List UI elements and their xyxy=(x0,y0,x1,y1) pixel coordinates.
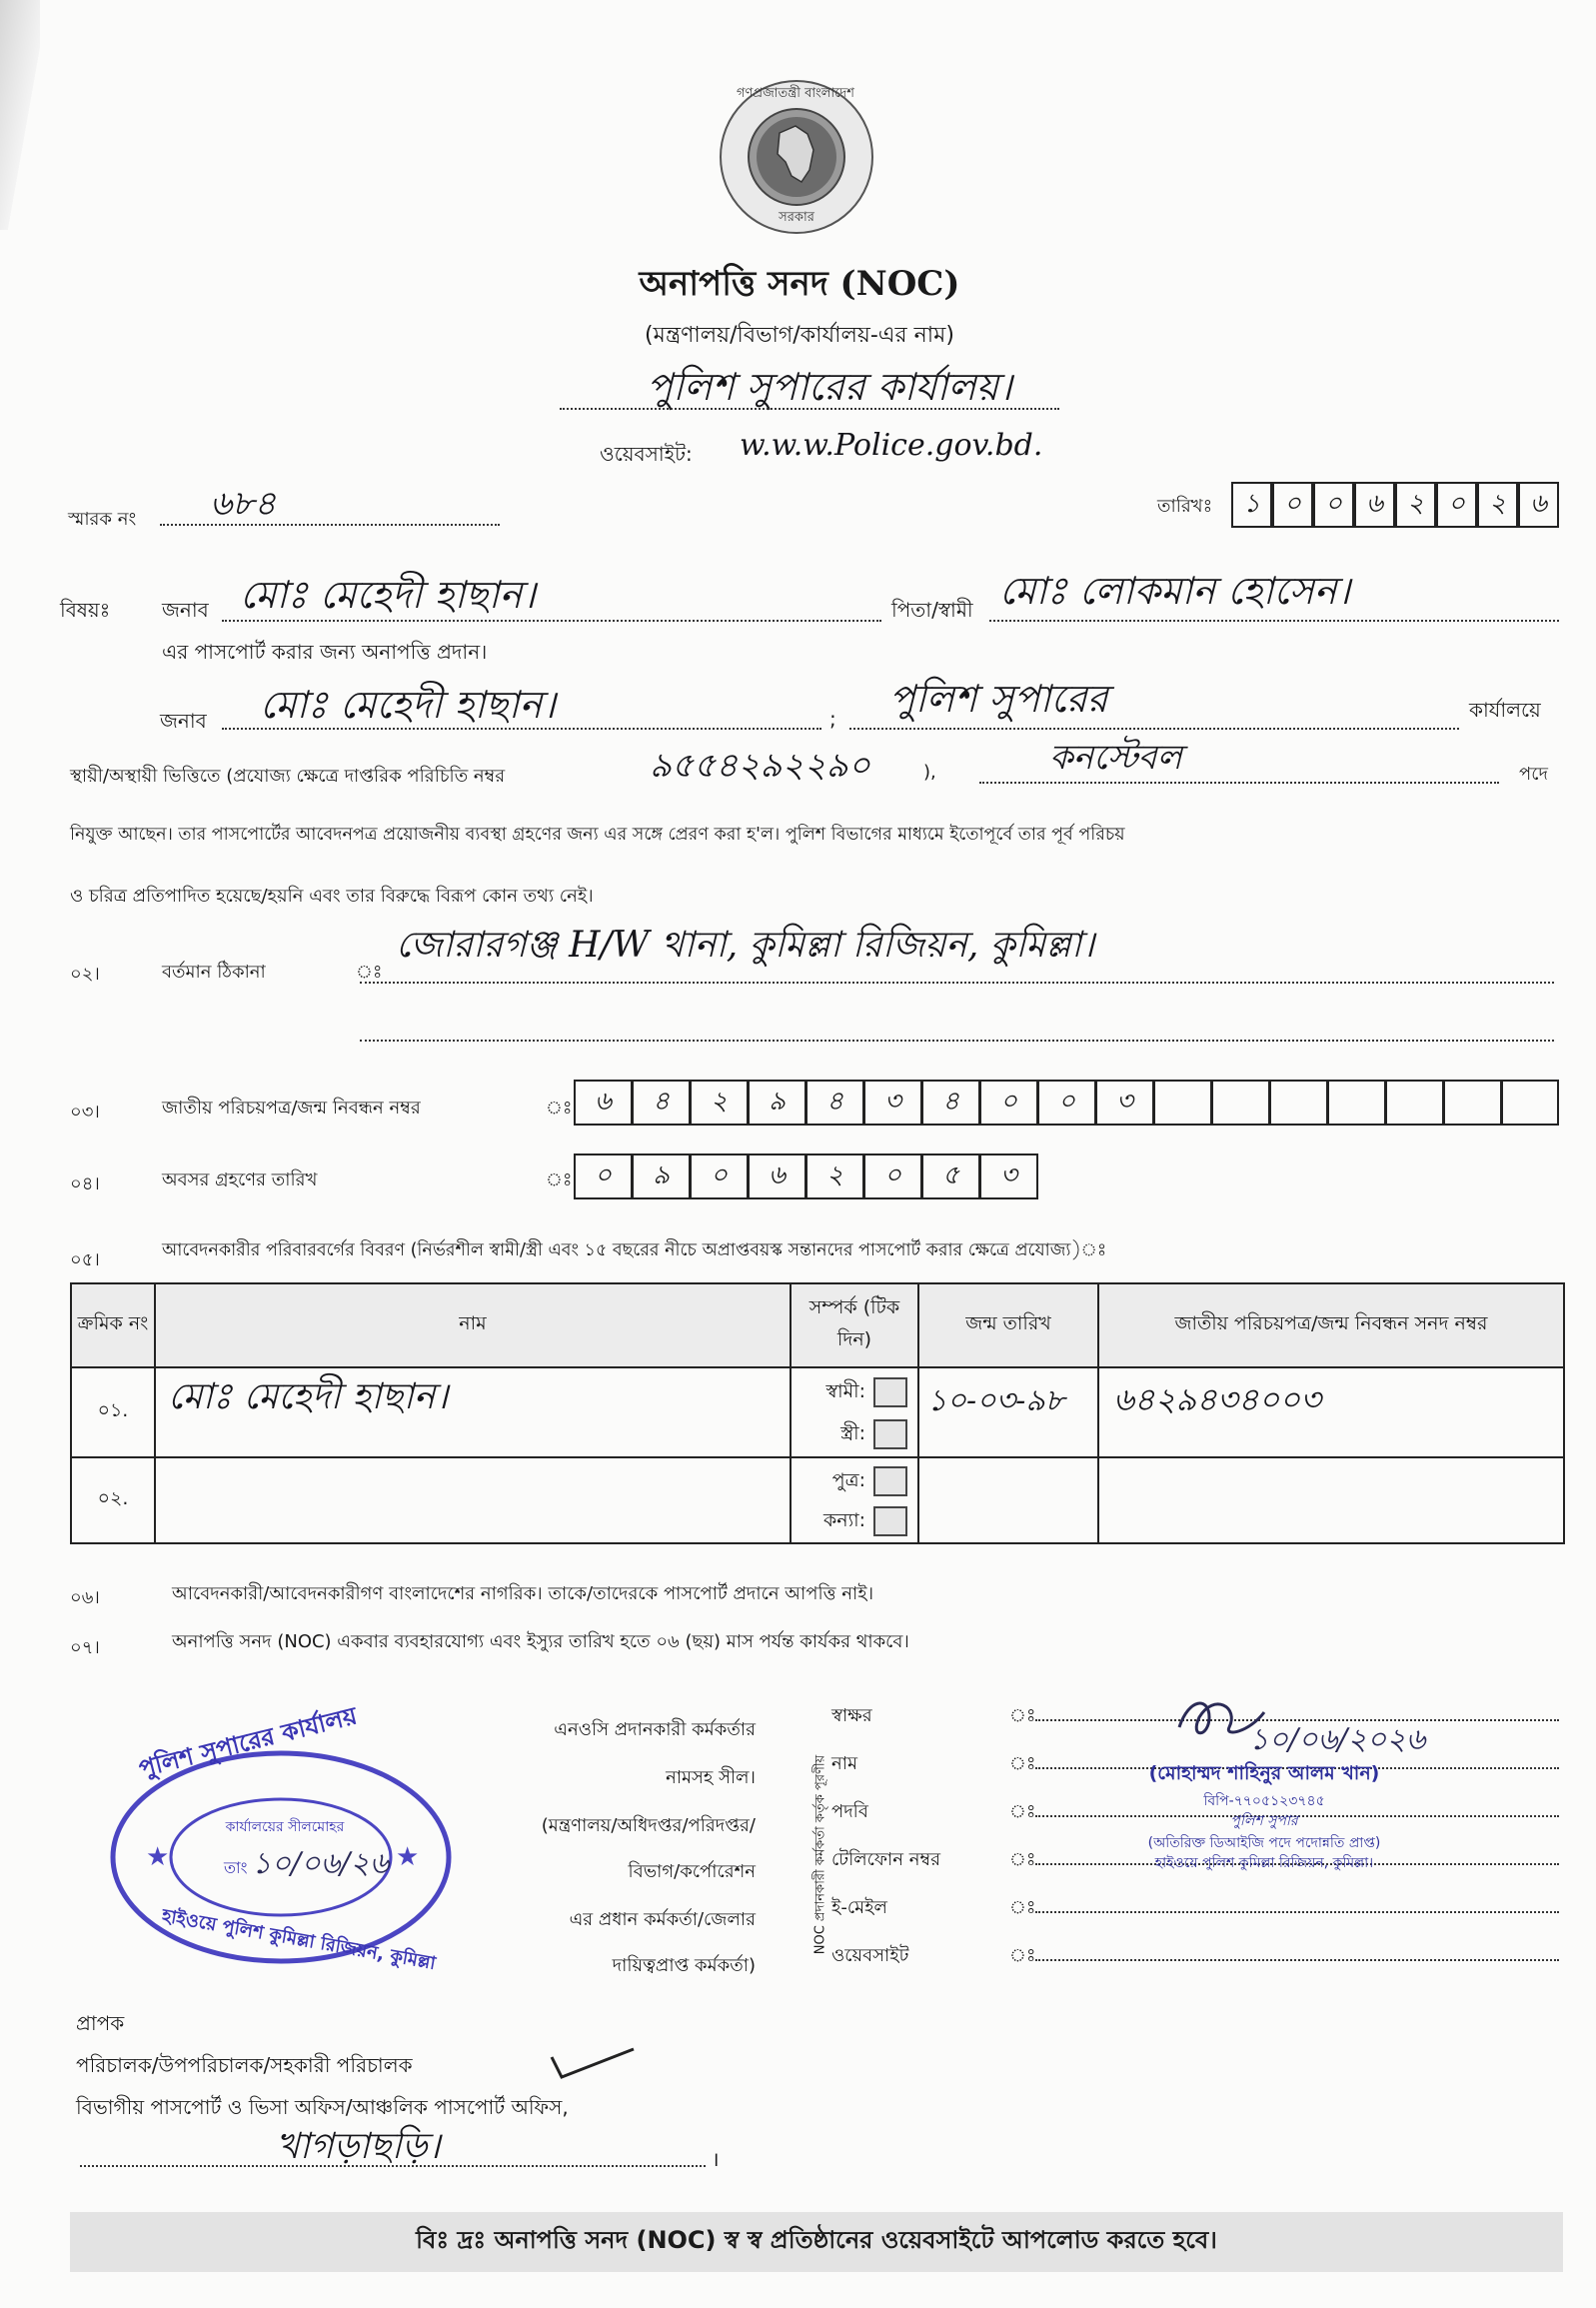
seal-bottom-text: হাইওয়ে পুলিশ কুমিল্লা রিজিয়ন, কুমিল্লা xyxy=(160,1905,438,1975)
subject-janab: জনাব xyxy=(162,598,209,622)
retire-digit: ০ xyxy=(863,1154,922,1199)
item04-number: ০৪। xyxy=(70,1173,100,1194)
date-boxes xyxy=(1231,482,1559,528)
recipient-line1: পরিচালক/উপপরিচালক/সহকারী পরিচালক xyxy=(76,2053,413,2077)
header-relation: সম্পর্ক (টিক দিন) xyxy=(791,1283,918,1367)
date-label: তারিখঃ xyxy=(1157,496,1213,517)
item03-colon: ঃ xyxy=(546,1098,573,1119)
item02-number: ০২। xyxy=(70,964,100,985)
stamp-title: পুলিশ সুপার xyxy=(1230,1813,1298,1829)
item06-number: ০৬। xyxy=(70,1587,100,1608)
recipient-end: । xyxy=(712,2147,720,2171)
nid-digit: ০ xyxy=(1037,1080,1096,1126)
footer-note xyxy=(70,2212,1563,2272)
field-colon: ঃ xyxy=(1009,1705,1036,1726)
field-colon: ঃ xyxy=(1009,1897,1036,1918)
table-row xyxy=(71,1457,1564,1543)
folded-corner xyxy=(0,0,40,230)
seal-date-label: তাং xyxy=(224,1858,248,1877)
relation-label-1: স্বামী: xyxy=(825,1380,865,1402)
relation-label-3: পুত্র: xyxy=(831,1469,865,1491)
relation-label-4: কন্যা: xyxy=(822,1509,865,1531)
row-nid: ৬৪২৯৪৩৪০০৩ xyxy=(1098,1367,1564,1457)
body-name: মোঃ মেহেদী হাছান। xyxy=(260,683,556,727)
item02-colon: ঃ xyxy=(356,962,383,983)
date-digit: ২ xyxy=(1395,482,1436,528)
memo-value: ৬৮৪ xyxy=(210,484,277,524)
retire-digit: ৬ xyxy=(748,1154,806,1199)
nid-digit xyxy=(1211,1080,1270,1126)
item06-text: আবেদনকারী/আবেদনকারীগণ বাংলাদেশের নাগরিক। তাকে/তাদেরকে পাসপোর্ট প্রদানে আপত্তি নাই। xyxy=(172,1583,874,1604)
noc-vertical-label: NOC প্রদানকারী কর্মকর্তা কর্তৃক পূরণীয় xyxy=(812,1754,828,1955)
retire-digit: ৫ xyxy=(921,1154,980,1199)
header-name: নাম xyxy=(155,1283,791,1367)
family-table xyxy=(70,1282,1565,1544)
recipient-tick xyxy=(548,2043,638,2083)
item05-label: আবেদনকারীর পরিবারবর্গের বিবরণ (নির্ভরশীল স্বামী/স্ত্রী এবং ১৫ বছরের নীচে অপ্রাপ্তবয়স্ক সন্তানদের পাসপোর্ট করার ক্ষেত্রে প্রযোজ্য)ঃ xyxy=(162,1240,1107,1260)
stamp-name: (মোহাম্মদ শাহিনুর আলম খান) xyxy=(1148,1762,1380,1784)
website-value: w.w.w.Police.gov.bd. xyxy=(740,428,1043,463)
header-nid: জাতীয় পরিচয়পত্র/জন্ম নিবন্ধন সনদ নম্বর xyxy=(1098,1283,1564,1367)
item02-line2 xyxy=(360,1040,1554,1042)
recipient-place: খাগড়াছড়ি। xyxy=(276,2126,441,2167)
item07-text: অনাপত্তি সনদ (NOC) একবার ব্যবহারযোগ্য এবং ইস্যুর তারিখ হতে ০৬ (ছয়) মাস পর্যন্ত কার্যকর থাকবে। xyxy=(172,1631,909,1652)
retire-boxes xyxy=(574,1154,1053,1199)
relation-checkbox-4[interactable] xyxy=(873,1506,907,1536)
ministry-line xyxy=(560,408,1059,410)
nid-digit: ৯ xyxy=(748,1080,806,1126)
row-dob xyxy=(918,1457,1098,1543)
item02-label: বর্তমান ঠিকানা xyxy=(162,962,266,983)
signatory-line-5: এর প্রধান কর্মকর্তা/জেলার xyxy=(569,1909,756,1930)
relation-label-2: স্ত্রী: xyxy=(840,1422,865,1444)
subject-label: বিষয়ঃ xyxy=(60,598,111,622)
signatory-line-1: এনওসি প্রদানকারী কর্মকর্তার xyxy=(554,1719,756,1740)
field-colon: ঃ xyxy=(1009,1801,1036,1822)
nid-digit xyxy=(1501,1080,1559,1126)
table-row xyxy=(71,1367,1564,1457)
field-colon: ঃ xyxy=(1009,1945,1036,1966)
emblem-top-text: গণপ্রজাতন্ত্রী বাংলাদেশ xyxy=(737,86,854,101)
signatory-line-4: বিভাগ/কর্পোরেশন xyxy=(628,1861,756,1882)
date-digit: ০ xyxy=(1272,482,1313,528)
retire-digit: ০ xyxy=(574,1154,633,1199)
field-phone-label: টেলিফোন নম্বর xyxy=(831,1849,940,1870)
retire-digit: ০ xyxy=(690,1154,749,1199)
nid-digit: ৪ xyxy=(805,1080,864,1126)
retire-digit: ৩ xyxy=(979,1154,1038,1199)
relation-checkbox-1[interactable] xyxy=(873,1377,907,1407)
signature-date: ১০/০৬/২০২৬ xyxy=(1249,1722,1426,1757)
date-digit: ৬ xyxy=(1518,482,1559,528)
row-relation xyxy=(791,1367,918,1457)
row-dob: ১০-০৩-৯৮ xyxy=(918,1367,1098,1457)
nid-digit: ৪ xyxy=(921,1080,980,1126)
item03-label: জাতীয় পরিচয়পত্র/জন্ম নিবন্ধন নম্বর xyxy=(162,1098,421,1119)
body-line2-suffix: পদে xyxy=(1519,764,1548,785)
row-name xyxy=(155,1457,791,1543)
field-website-label: ওয়েবসাইট xyxy=(831,1945,909,1966)
relation-checkbox-3[interactable] xyxy=(873,1466,907,1496)
body-line2-mid: ), xyxy=(923,762,936,783)
header-serial: ক্রমিক নং xyxy=(71,1283,155,1367)
body-office-suffix: কার্যালয়ে xyxy=(1469,698,1541,722)
item05-number: ০৫। xyxy=(70,1249,100,1270)
emblem-bottom-text: সরকার xyxy=(779,210,814,225)
seal-top-text: পুলিশ সুপারের কার্যালয় xyxy=(136,1701,360,1783)
header-dob: জন্ম তারিখ xyxy=(918,1283,1098,1367)
body-semicolon: ; xyxy=(829,707,836,731)
father-name: মোঃ লোকমান হোসেন। xyxy=(999,569,1351,613)
retire-digit: ৯ xyxy=(632,1154,691,1199)
retire-digit: ২ xyxy=(805,1154,864,1199)
body-para1: নিযুক্ত আছেন। তার পাসপোর্টের আবেদনপত্র প্রয়োজনীয় ব্যবস্থা গ্রহণের জন্য এর সঙ্গে প্রেরণ করা হ'ল। পুলিশ বিভাগের মাধ্যমে ইতোপূর্বে তার পূর্ব পরিচয় xyxy=(70,825,1125,845)
body-office: পুলিশ সুপারের xyxy=(889,677,1108,721)
date-digit: ৬ xyxy=(1354,482,1395,528)
ministry-name: পুলিশ সুপারের কার্যালয়। xyxy=(647,365,1012,409)
row-nid xyxy=(1098,1457,1564,1543)
recipient-line2: বিভাগীয় পাসপোর্ট ও ভিসা অফিস/আঞ্চলিক পাসপোর্ট অফিস, xyxy=(76,2095,569,2119)
svg-text:★: ★ xyxy=(396,1842,420,1872)
seal-middle-text: কার্যালয়ের সীলমোহর xyxy=(225,1819,345,1835)
memo-label: স্মারক নং xyxy=(68,509,137,530)
signatory-line-2: নামসহ সীল। xyxy=(666,1767,756,1788)
stamp-office: হাইওয়ে পুলিশ কুমিল্লা রিজিয়ন, কুমিল্লা। xyxy=(1154,1855,1374,1871)
page-title: অনাপত্তি সনদ (NOC) xyxy=(639,264,960,304)
relation-checkbox-2[interactable] xyxy=(873,1419,907,1449)
item07-number: ০৭। xyxy=(70,1637,100,1658)
body-para2: ও চরিত্র প্রতিপাদিত হয়েছে/হয়নি এবং তার বিরুদ্ধে বিরূপ কোন তথ্য নেই। xyxy=(70,886,594,907)
item02-line1 xyxy=(360,982,1554,984)
field-designation-label: পদবি xyxy=(831,1801,868,1822)
nid-digit: ৩ xyxy=(863,1080,922,1126)
row-relation xyxy=(791,1457,918,1543)
signatory-line-6: দায়িত্বপ্রাপ্ত কর্মকর্তা) xyxy=(612,1955,756,1976)
seal-date: ১০/০৬/২৬ xyxy=(252,1846,390,1881)
item02-address: জোরারগঞ্জ H/W থানা, কুমিল্লা রিজিয়ন, কুমিল্লা। xyxy=(396,925,1095,966)
field-colon: ঃ xyxy=(1009,1753,1036,1774)
nid-digit: ০ xyxy=(979,1080,1038,1126)
body-line2-prefix: স্থায়ী/অস্থায়ী ভিত্তিতে (প্রযোজ্য ক্ষেত্রে দাপ্তরিক পরিচিতি নম্বর xyxy=(70,766,506,787)
ministry-label: (মন্ত্রণালয়/বিভাগ/কার্যালয়-এর নাম) xyxy=(645,323,954,348)
nid-digit xyxy=(1153,1080,1212,1126)
nid-digit: ৩ xyxy=(1095,1080,1154,1126)
item04-colon: ঃ xyxy=(546,1169,573,1190)
field-email-line xyxy=(1035,1911,1559,1913)
field-website-line xyxy=(1035,1959,1559,1961)
field-signature-label: স্বাক্ষর xyxy=(831,1705,872,1726)
body-id-number: ৯৫৫৪২৯২২৯০ xyxy=(650,746,870,786)
stamp-note: (অতিরিক্ত ডিআইজি পদে পদোন্নতি প্রাপ্ত) xyxy=(1147,1835,1381,1851)
recipient-label: প্রাপক xyxy=(76,2011,125,2035)
website-label: ওয়েবসাইট: xyxy=(600,442,693,466)
date-digit: ০ xyxy=(1436,482,1477,528)
field-email-label: ই-মেইল xyxy=(831,1897,887,1918)
body-post: কনস্টেবল xyxy=(1049,738,1182,778)
date-digit: ১ xyxy=(1231,482,1272,528)
date-digit: ০ xyxy=(1313,482,1354,528)
date-digit: ২ xyxy=(1477,482,1518,528)
svg-text:★: ★ xyxy=(146,1842,170,1872)
subject-purpose: এর পাসপোর্ট করার জন্য অনাপত্তি প্রদান। xyxy=(162,640,488,664)
father-label: পিতা/স্বামী xyxy=(891,598,973,622)
item03-number: ০৩। xyxy=(70,1102,100,1123)
row-serial: ০১. xyxy=(71,1367,155,1457)
nid-digit: ৪ xyxy=(632,1080,691,1126)
row-name: মোঃ মেহেদী হাছান। xyxy=(155,1367,791,1457)
item04-label: অবসর গ্রহণের তারিখ xyxy=(162,1169,318,1190)
nid-digit xyxy=(1269,1080,1328,1126)
stamp-bp: বিপি-৭৭০৫১২৩৭৪৫ xyxy=(1203,1793,1325,1809)
nid-digit: ৬ xyxy=(574,1080,633,1126)
nid-digit: ২ xyxy=(690,1080,749,1126)
field-colon: ঃ xyxy=(1009,1849,1036,1870)
nid-digit xyxy=(1443,1080,1502,1126)
nid-digit xyxy=(1385,1080,1444,1126)
body-janab: জনাব xyxy=(160,709,207,733)
family-table-header xyxy=(71,1283,1564,1367)
nid-digit xyxy=(1327,1080,1386,1126)
row-serial: ০২. xyxy=(71,1457,155,1543)
signatory-line-3: (মন্ত্রণালয়/অধিদপ্তর/পরিদপ্তর/ xyxy=(541,1815,756,1836)
subject-name: মোঃ মেহেদী হাছান। xyxy=(240,573,536,617)
nid-boxes xyxy=(574,1080,1559,1126)
footer-text: বিঃ দ্রঃ অনাপত্তি সনদ (NOC) স্ব স্ব প্রতিষ্ঠানের ওয়েবসাইটে আপলোড করতে হবে। xyxy=(416,2226,1217,2254)
field-name-label: নাম xyxy=(831,1753,857,1774)
